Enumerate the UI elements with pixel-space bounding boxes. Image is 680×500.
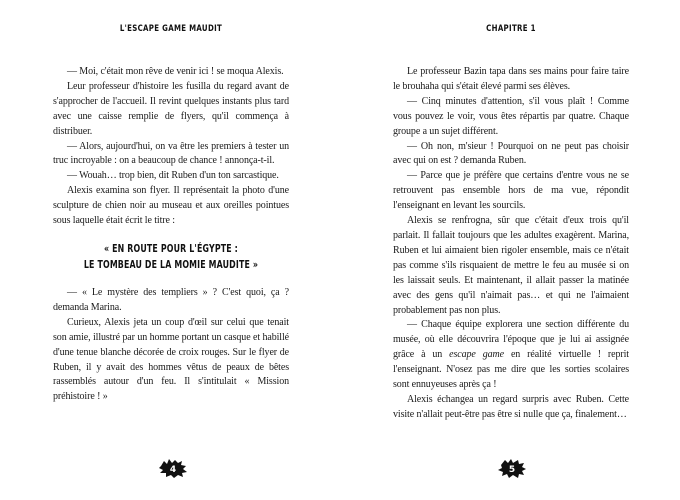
page-number: 5 [508,465,516,475]
page-number-badge [158,457,188,479]
paragraph: Alexis se renfrogna, sûr que c'était d'eux trois qu'il parlait. Il fallait toujours que les adultes exagèrent. Marina, Ruben et lui aimaient bien rigoler ensemble, mais ce n'était pas comme s'ils risquaient de mettre le feu au musée si on les laissait seuls. Et maintenant, il allait passer la matinée avec des gens qu'il n'aimait pas… et qui ne l'aimaient probablement pas non plus. [393,215,629,316]
paragraph: — Cinq minutes d'attention, s'il vous plaît ! Comme vous pouvez le voir, vous êtes répartis par quatre. Chaque groupe a un sujet différent. [393,95,629,137]
page-body [393,65,629,423]
paragraph: Alexis examina son flyer. Il représentait la photo d'une sculpture de chien noir au museau et aux oreilles pointues sous laquelle était écrit le titre : [53,185,289,227]
paragraph: — Wouah… trop bien, dit Ruben d'un ton sarcastique. [67,170,279,182]
ink-splat-icon [497,457,527,479]
paragraph: Leur professeur d'histoire les fusilla du regard avant de s'approcher de l'accueil. Il revint quelques instants plus tard avec une caisse remplie de flyers, qu'il commença à distribuer. [53,80,289,137]
paragraph: — Moi, c'était mon rêve de venir ici ! se moqua Alexis. [67,66,284,77]
left-page [53,24,289,405]
flyer-title [83,241,260,274]
paragraph: Alexis échangea un regard surpris avec Ruben. Cette visite n'allait peut-être pas être si nulle que ça, finalement… [393,393,629,420]
running-head-right: CHAPITRE 1 [486,24,536,34]
paragraph: Le professeur Bazin tapa dans ses mains pour faire taire le brouhaha qui s'était élevé parmi ses élèves. [393,66,629,92]
paragraph: Curieux, Alexis jeta un coup d'œil sur celui que tenait son amie, illustré par un homme portant un casque et habillé d'une tenue blanche décorée de croix rouges. Sur le flyer de Ruben, il y avait des hommes vêtus de peaux de bêtes rassemblés autour d'un feu. Il s'intitulait « Mission préhistoire ! » [53,316,289,403]
page-number: 4 [169,465,177,475]
paragraph: — Oh non, m'sieur ! Pourquoi on ne peut pas choisir avec qui on est ? demanda Ruben. [393,140,629,167]
paragraph: — Alors, aujourd'hui, on va être les premiers à tester un truc incroyable : on a beaucoup de chance ! annonça-t-il. [53,140,289,167]
flyer-title-line: « EN ROUTE POUR L'ÉGYPTE : [104,242,238,255]
flyer-title-line: LE TOMBEAU DE LA MOMIE MAUDITE » [83,259,259,272]
running-head-left: L'ESCAPE GAME MAUDIT [119,24,223,34]
paragraph: — « Le mystère des templiers » ? C'est quoi, ça ? demanda Marina. [53,286,289,313]
right-page [393,24,629,423]
paragraph: — Chaque équipe explorera une section différente du musée, où elle découvrira l'époque que je lui ai assignée grâce à un escape game en réalité virtuelle ! reprit l'enseignant. N'osez pas me dire que les sorties scolaires sont ennuyeuses après ça ! [393,319,629,391]
page-number-badge [497,457,527,479]
paragraph: — Parce que je préfère que certains d'entre vous ne se retrouvent pas ensemble hors de ma vue, répondit l'enseignant en levant les sourcils. [393,170,629,212]
ink-splat-icon [158,457,188,479]
italic-phrase: escape game [449,349,504,361]
page-body [53,65,289,405]
